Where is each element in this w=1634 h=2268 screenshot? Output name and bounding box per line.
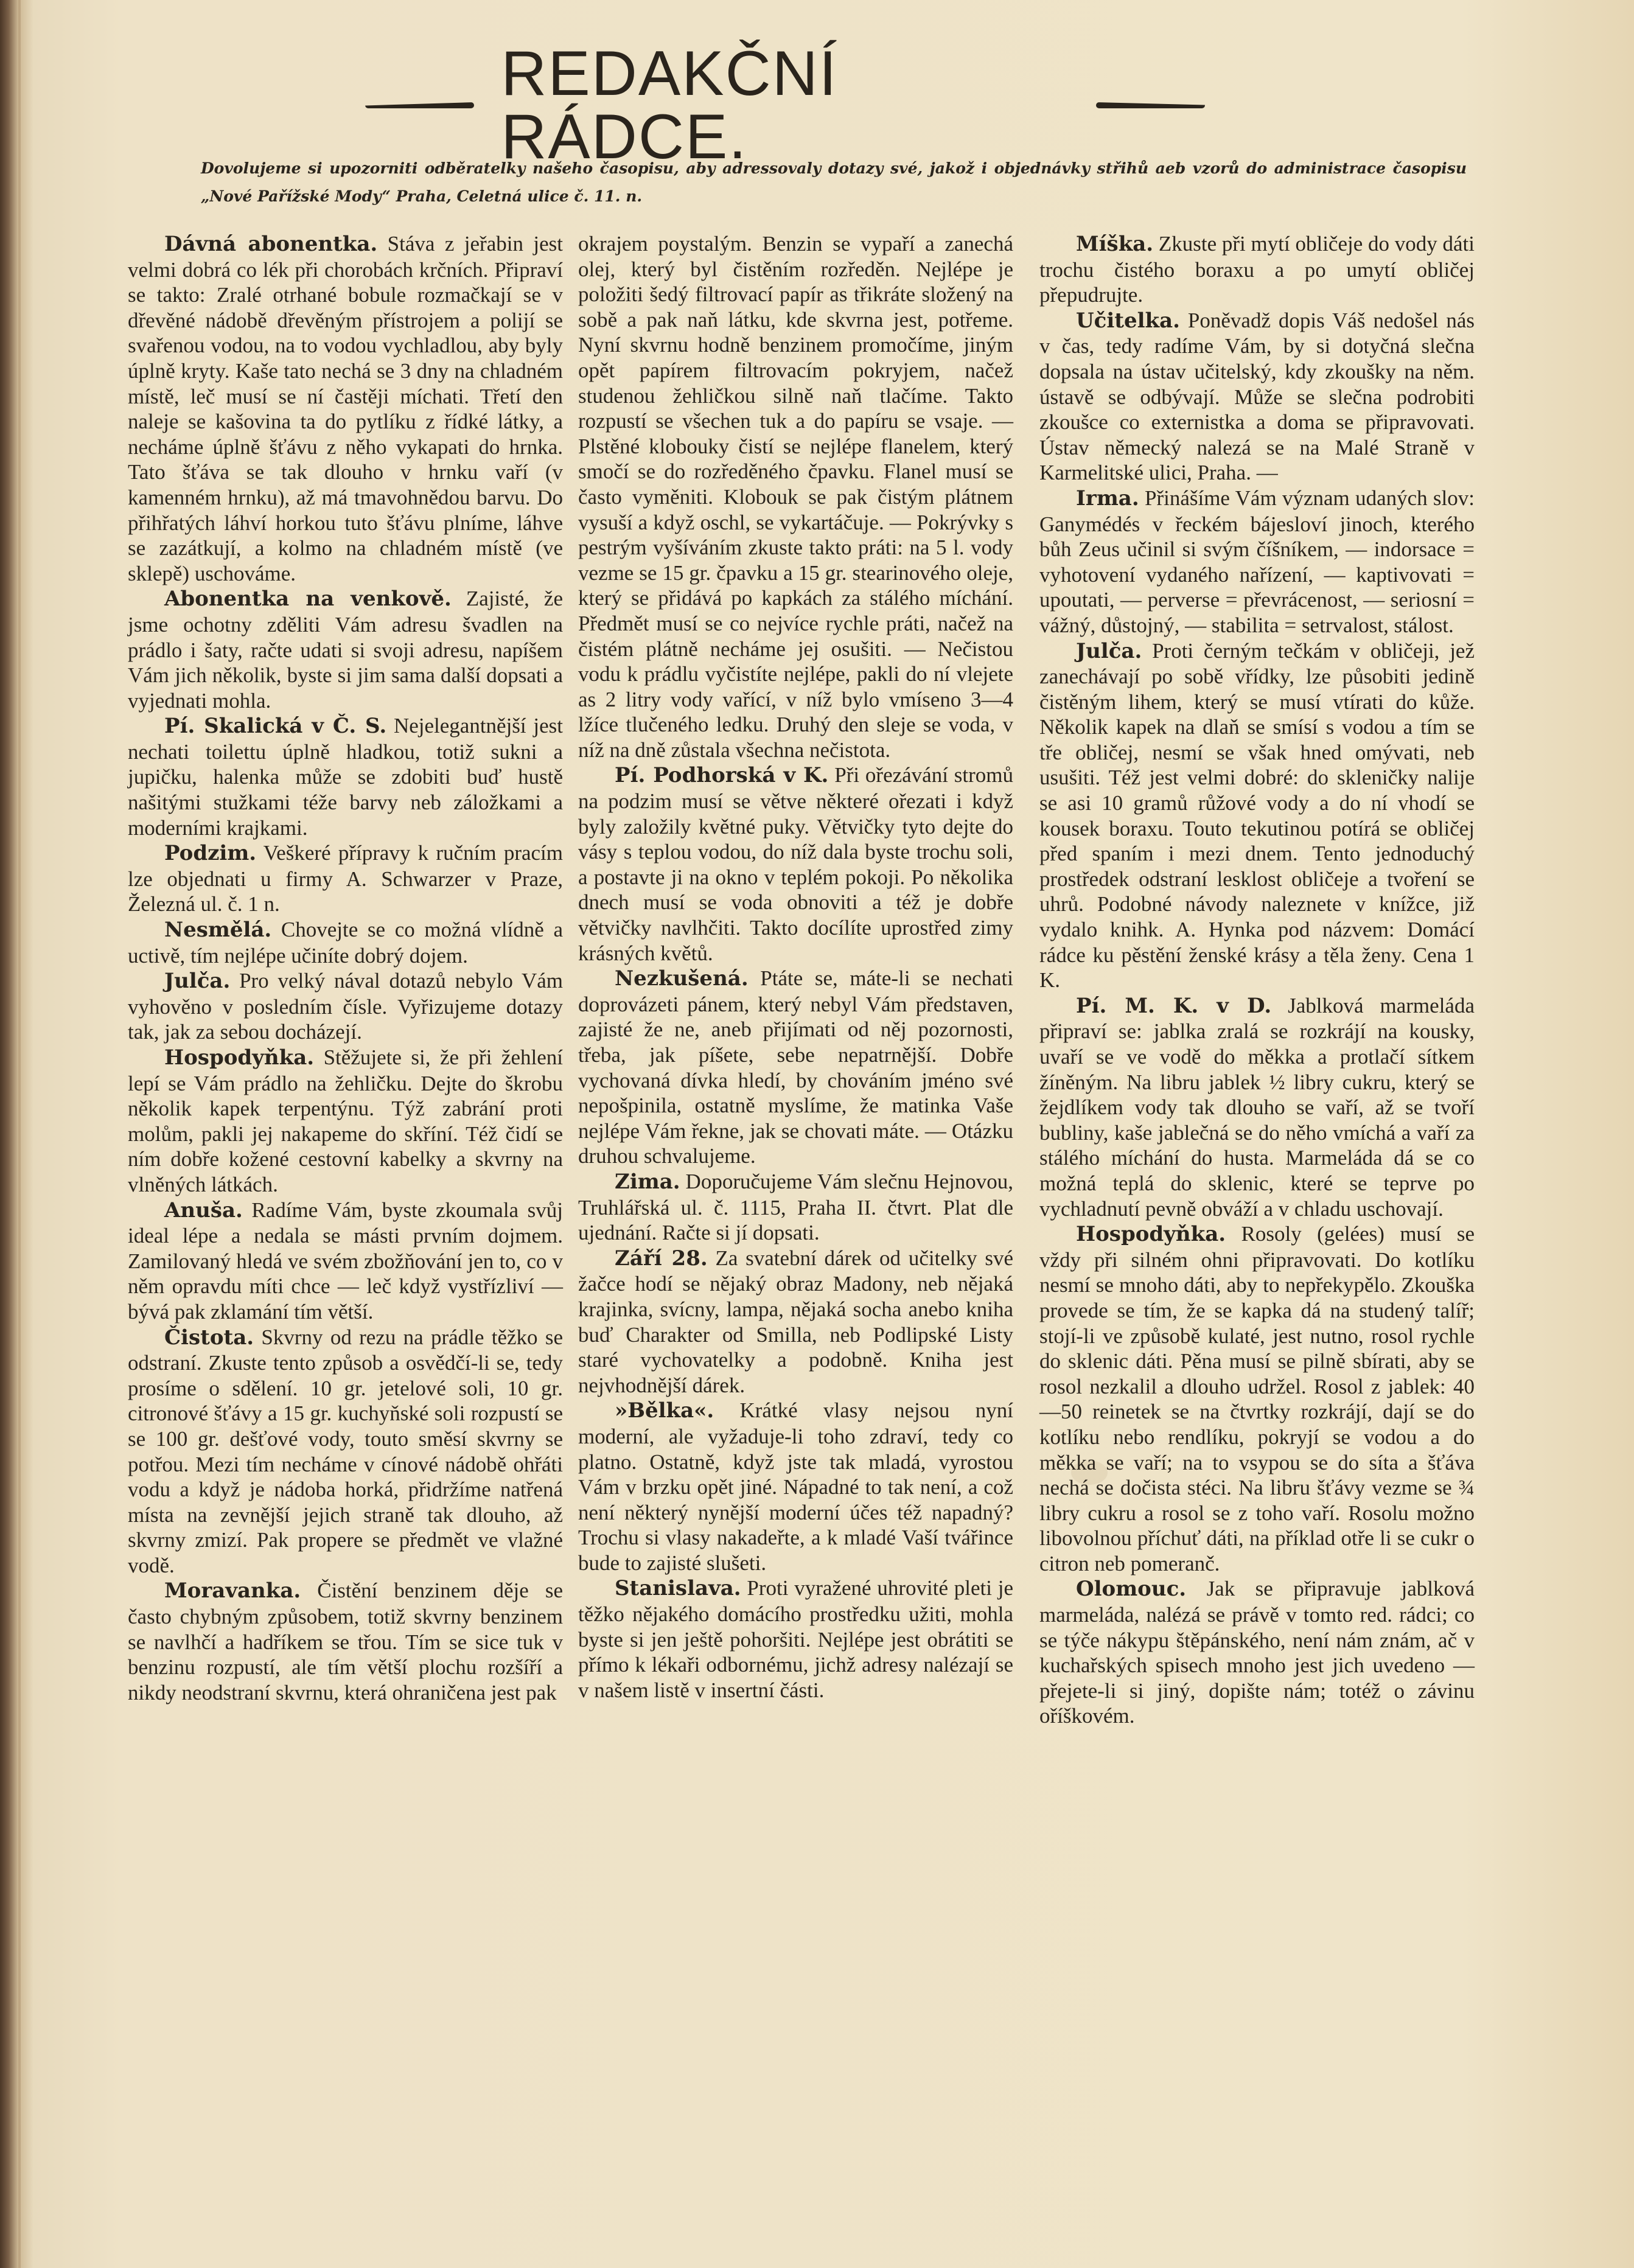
entry xyxy=(128,586,563,713)
entry-head: Pí. Skalická v Č. S. xyxy=(164,714,387,739)
entry-text: Poněvadž dopis Váš nedošel nás v čas, tedy radíme Vám, by si dotyčná slečna dopsala na ústav učitelský, kdy zkoušky na něm. ústavě se odbývají. Může se slečna podrobiti zkoušce co externistka a doma se připravovati. Ústav německý nalezá se na Malé Straně v Karmelitské ulici, Praha. — xyxy=(1039,308,1475,485)
entry xyxy=(1039,1221,1475,1576)
column-2 xyxy=(578,231,1013,1703)
binding-spine xyxy=(18,0,21,2268)
entry xyxy=(578,231,1013,762)
entry-text: Za svatební dárek od učitelky své žačce hodí se nějaký obraz Madony, neb nějaká krajinka, svícny, lampa, nějaká socha anebo kniha buď Charakter od Smilla, neb Podlipské Listy staré vychovatelky a podobně. Kniha jest nejvhodnější dárek. xyxy=(578,1246,1013,1397)
entry xyxy=(578,1246,1013,1398)
entry-head: Julča. xyxy=(164,969,231,994)
entry-text: Skvrny od rezu na prádle těžko se odstraní. Zkuste tento způsob a osvědčí-li se, tedy prosíme o sdělení. 10 gr. jetelové soli, 10 gr. citronové šťávy a 15 gr. kuchyňské soli rozpustí se se 100 gr. dešťové vody, touto směsí skvrny se potřou. Mezi tím necháme v cínové nádobě ohřáti vodu a když je nádoba horká, přidržíme natřená místa na zevnější jejich straně tak dlouho, až skvrny zmizí. Pak propere se předmět ve vlažné vodě. xyxy=(128,1325,564,1577)
entry-head: Irma. xyxy=(1076,486,1139,511)
entry-head: Září 28. xyxy=(615,1246,708,1271)
entry xyxy=(1039,231,1475,308)
entry-text: Proti vyražené uhrovité pleti je těžko nějakého domácího prostředku užiti, mohla byste si jen ještě pohoršiti. Nejlépe jest obrátiti se přímo k lékaři odbornému, jichž adresy nalézají se v našem listě v insertní části. xyxy=(578,1576,1014,1702)
entry-text: Krátké vlasy nejsou nyní moderní, ale vyžaduje-li toho zdraví, tedy co platno. Ostatně, když jste tak mladá, vyrostou Vám v brzku opět jiné. Nápadné to tak není, a což není některý nynější moderní účes též napadný? Trochu si vlasy nakadeřte, a k mladé Vaší tvářince bude to zajisté slušeti. xyxy=(578,1398,1013,1575)
editorial-notice: Dovolujeme si upozorniti odběratelky našeho časopisu, aby adressovaly dotazy své, jakož i objednávky střihů aeb vzorů do administrace časopisu „Nové Pařížské Mody“ Praha, Celetná ulice č. 11. n. xyxy=(201,159,1467,205)
entry-head: Abonentka na venkově. xyxy=(164,587,452,612)
entry-text: Veškeré přípravy k ručním pracím lze objednati u firmy A. Schwarzer v Praze, Železná ul. č. 1 n. xyxy=(128,841,563,916)
entry-head: Učitelka. xyxy=(1076,308,1180,333)
entry-text: okrajem poystalým. Benzin se vypaří a zanechá olej, který byl čistěním rozředěn. Nejlépe je položiti šedý filtrovací papír as třikráte složený na sobě a pak naň látku, kde skvrna jest, potřeme. Nyní skvrnu hodně benzinem promočíme, jiným opět papírem filtrovacím pokryjem, načež studenou žehličkou silně naň tlačíme. Takto rozpustí se všechen tuk a do papíru se vsaje. — Plstěné klobouky čistí se nejlépe flanelem, který smočí se do rozředěného čpavku. Flanel musí se často vyměniti. Klobouk se pak čistým plátnem vysuší a když oschl, se vykartáčuje. — Pokrývky s pestrým vyšíváním zkuste takto práti: na 5 l. vody vezme se 15 gr. čpavku a 15 gr. stearinového oleje, který se přidává po kapkách za stálého míchání. Předmět musí se co nejvíce rychle práti, načež na čistém plátně necháme jej osušiti. — Nečistou vodu k prádlu vyčistíte nejlépe, pakli do ní vlejete as 2 litry vody vařící, v níž bylo vmíseno 3—4 lžíce tlučeného ledku. Druhý den sleje se voda, v níž na dně zůstala všechna nečistota. xyxy=(578,232,1013,762)
entry xyxy=(128,713,563,840)
entry-head: Hospodyňka. xyxy=(1076,1222,1226,1247)
entry-text: Stěžujete si, že při žehlení lepí se Vám prádlo na žehličku. Dejte do škrobu několik kapek terpentýnu. Týž zabrání proti molům, pakli jej nakapeme do skříní. Též čidí se ním dobře kožené cestovní kabelky a skvrny na vlněných látkách. xyxy=(128,1045,564,1196)
entry-head: Zima. xyxy=(615,1169,680,1194)
entry xyxy=(128,840,563,917)
entry-text: Proti černým tečkám v obličeji, jež zanechávají po sobě vřídky, lze působiti jedině čistěným lihem, který se musí vtírati do kůže. Několik kapek na dlaň se smísí s vodou a tím se tře obličej, nesmí se však hned omývati, neb usušiti. Též jest velmi dobré: do skleničky nalije se asi 10 gramů růžové vody a do ní vhodí se kousek boraxu. Touto tekutinou potírá se obličej před spaním i mezi dnem. Tento jednoduchý prostředek odstraní lesklost obličeje a tvoření se uhrů. Podobné návody naleznete v knížce, již vydalo knihk. A. Hynka pod názvem: Domácí rádce ku pěstění ženské krásy a těla ženy. Cena 1 K. xyxy=(1039,638,1475,993)
entry-head: Hospodyňka. xyxy=(164,1045,315,1070)
entry-head: Pí. M. K. v D. xyxy=(1076,993,1272,1018)
entry-head: Pí. Podhorská v K. xyxy=(615,763,829,788)
entry-text: Ptáte se, máte-li se nechati doprovázeti pánem, který nebyl Vám představen, zajisté že ne, aneb přijímati od něj pozornosti, třeba, jak píšete, sebe nepatrnější. Dobře vychovaná dívka hledí, by chováním jméno své nepošpinila, ostatně myslíme, že matinka Vaše nejlépe Vám řekne, jak se chovati máte. — Otázku druhou schvalujeme. xyxy=(578,966,1013,1168)
entry-head: »Bělka«. xyxy=(615,1398,714,1423)
entry-head: Nezkušená. xyxy=(615,966,749,991)
entry xyxy=(578,966,1013,1169)
entry xyxy=(1039,638,1475,993)
entry-text: Přinášíme Vám význam udaných slov: Ganymédés v řeckém bájesloví jinoch, kterého bůh Zeus učinil si svým číšníkem, — indorsace = vyhotovení vydaného nařízení, — kaptivovati = upoutati, — perverse = převrácenost, — seriosní = vážný, důstojný, — stabilita = setrvalost, stálost. xyxy=(1039,486,1475,637)
entry-head: Podzim. xyxy=(164,841,257,866)
entry-text: Nejelegantnější jest nechati toilettu úplně hladkou, totiž sukni a jupičku, halenka může se zdobiti buď hustě našitými stužkami téže barvy neb záložkami a moderními krajkami. xyxy=(128,714,564,840)
column-3 xyxy=(1039,231,1475,1729)
column-1 xyxy=(128,231,563,1705)
entry xyxy=(128,1578,563,1705)
entry xyxy=(128,1325,563,1579)
entry xyxy=(128,1198,563,1325)
entry-text: Při ořezávání stromů na podzim musí se větve některé ořezati i když byly založily květné puky. Větvičky tyto dejte do vásy s teplou vodou, do níž dala byste trochu soli, a postavte ji na okno v teplém pokoji. Po několika dnech musí se voda obnoviti a též je dobře větvičky navlhčiti. Takto docílíte uprostřed zimy krásných květů. xyxy=(578,763,1013,965)
entry xyxy=(128,917,563,968)
entry xyxy=(578,1169,1013,1246)
entry-text: Rosoly (gelées) musí se vždy při silném ohni připravovati. Do kotlíku nesmí se mnoho dáti, aby to nepřekypělo. Zkouška provede se tím, že se kapka dá na studený talíř; stojí-li ve způsobě kulaté, jest nutno, rosol rychle do sklenic dáti. Pěna musí se pilně sbírati, aby se rosol nezkalil a dlouho udržel. Rosol z jablek: 40—50 reinetek se na čtvrtky rozkrájí, dají se do kotlíku nebo rendlíku, pokryjí se vodou a do měkka se vaří; na to vsypou se do síta a šťáva nechá se dočista stéci. Na libru šťávy vezme se ¾ libry cukru a rosol se z toho vaří. Rosolu možno libovolnou příchuť dáti, na příklad otře li se cukr o citron neb pomeranč. xyxy=(1039,1222,1475,1575)
entry-text: Pro velký nával dotazů nebylo Vám vyhověno v posledním čísle. Vyřizujeme dotazy tak, jak za sebou docházejí. xyxy=(128,969,563,1044)
entry-head: Anuša. xyxy=(164,1198,243,1223)
entry-head: Čistota. xyxy=(164,1325,254,1350)
entry-head: Stanislava. xyxy=(615,1576,741,1601)
entry xyxy=(1039,486,1475,638)
entry-text: Zkuste při mytí obličeje do vody dáti trochu čistého boraxu a po umytí obličej přepudrujte. xyxy=(1039,232,1475,307)
header-rule-left xyxy=(365,102,474,108)
entry-text: Zajisté, že jsme ochotny zděliti Vám adresu švadlen na prádlo i šaty, račte udati si svoji adresu, napíšem Vám jich několik, byste si jim sama další dopsati a vyjednati mohla. xyxy=(128,587,563,713)
entry xyxy=(128,968,563,1045)
entry-head: Nesmělá. xyxy=(164,918,272,943)
entry-text: Stáva z jeřabin jest velmi dobrá co lék při chorobách krčních. Připraví se takto: Zralé otrhané bobule rozmačkají se v dřevěné nádobě dřevěným přístrojem a polijí se svařenou vodou, na to vodou vychladlou, aby byly úplně kryty. Kaše tato nechá se 3 dny na chladném místě, leč musí se ní častěji míchati. Třetí den naleje se kašovina ta do pytlíku z řídké látky, a necháme úplně šťávu z něho vykapati do hrnka. Tato šťáva se tak dlouho v hrnku vaří (v kamenném hrnku), až má tmavohnědou barvu. Do přihřatých láhví horkou tuto šťávu plníme, láhve se zazátkují, a kolmo na chladném místě (ve sklepě) uschováme. xyxy=(128,232,564,585)
page-title: REDAKČNÍ RÁDCE. xyxy=(501,38,838,172)
entry xyxy=(128,1045,563,1198)
entry xyxy=(128,231,563,586)
entry xyxy=(578,762,1013,966)
entry-head: Dávná abonentka. xyxy=(164,232,378,256)
header-rule-right xyxy=(1096,102,1205,108)
entry-head: Julča. xyxy=(1076,638,1142,663)
entry xyxy=(1039,308,1475,486)
entry-head: Moravanka. xyxy=(164,1579,301,1603)
entry xyxy=(1039,993,1475,1221)
entry-text: Jablková marmeláda připraví se: jablka zralá se rozkrájí na kousky, uvaří se ve vodě do měkka a protlačí sítkem žíněným. Na libru jablek ½ libry cukru, který se žejdlíkem vody tak dlouho se vaří, až se tvoří bubliny, kaše jablečná se do něho vmíchá a vaří za stálého míchání do husta. Marmeláda dá se co možná teplá do sklenic, které se teprve po vychladnutí pevně obváží a v chladu uschovají. xyxy=(1039,993,1475,1221)
entry-text: Čistění benzinem děje se často chybným způsobem, totiž skvrny benzinem se navlhčí a hadříkem se třou. Tím se sice tuk v benzinu rozpustí, ale tím větší plochu rozšíří a nikdy neodstraní skvrnu, která ohraničena jest pak xyxy=(128,1579,563,1704)
entry-text: Radíme Vám, byste zkoumala svůj ideal lépe a nedala se másti prvním dojmem. Zamilovaný hledá ve svém zbožňování jen to, co v něm opravdu míti chce — leč když vystřízliví — bývá pak zklamání tím větší. xyxy=(128,1198,563,1324)
entry-text: Chovejte se co možná vlídně a uctivě, tím nejlépe učiníte dobrý dojem. xyxy=(128,918,563,968)
entry-head: Olomouc. xyxy=(1076,1577,1187,1602)
entry xyxy=(1039,1576,1475,1729)
entry-text: Jak se připravuje jablková marmeláda, nalézá se právě v tomto red. rádci; co se týče nákypu štěpánského, není nám znám, ač v kuchařských spisech mnoho jest jich uvedeno — přejete-li si jiný, dopište nám; totéž o závinu oříškovém. xyxy=(1039,1577,1475,1728)
entry xyxy=(578,1398,1013,1575)
entry xyxy=(578,1575,1013,1703)
entry-text: Doporučujeme Vám slečnu Hejnovou, Truhlářská ul. č. 1115, Praha II. čtvrt. Plat dle ujednání. Račte si jí dopsati. xyxy=(578,1169,1014,1245)
entry-head: Míška. xyxy=(1076,232,1154,256)
page-header xyxy=(365,38,1205,172)
